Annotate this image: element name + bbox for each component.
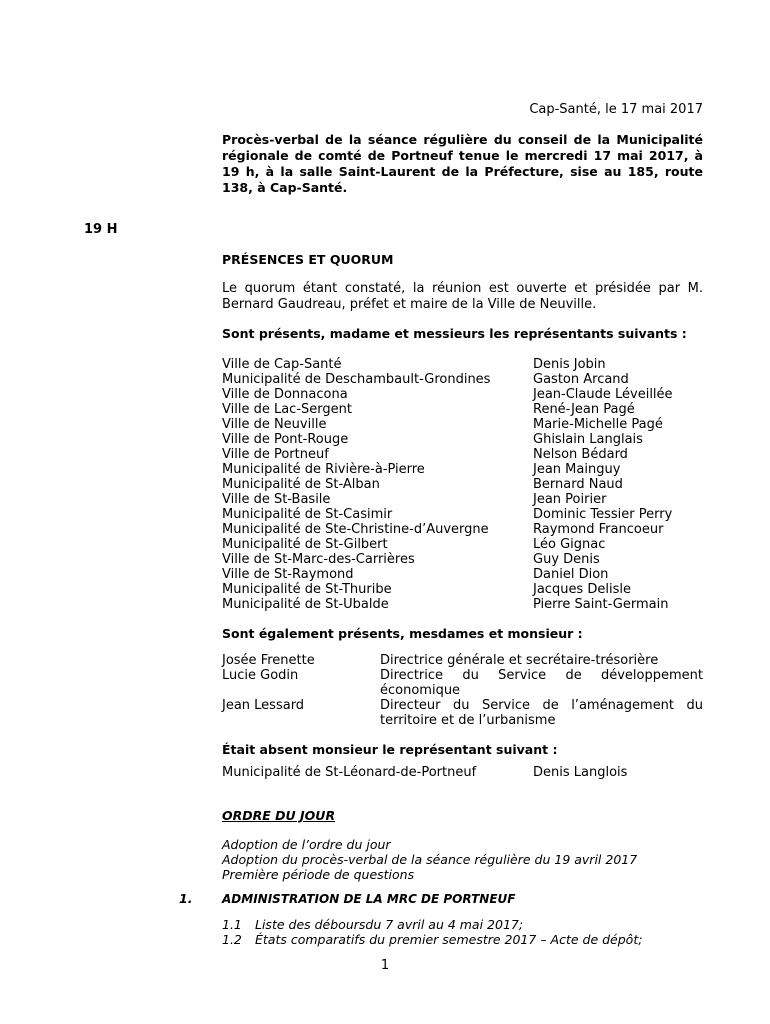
representative-name: Jean-Claude Léveillée (533, 387, 673, 402)
representative-name: Jean Poirier (533, 492, 607, 507)
staff-name: Lucie Godin (222, 668, 299, 683)
time-marker: 19 H (84, 222, 118, 237)
section-number: 1. (179, 891, 193, 906)
absent-row (222, 765, 703, 780)
staff-role: Directeur du Service de l’aménagement du territoire et de l’urbanisme (380, 698, 703, 728)
staff-row (222, 668, 703, 698)
representative-row (222, 552, 703, 567)
section-items (222, 917, 642, 947)
representative-name: René-Jean Pagé (533, 402, 635, 417)
representative-place: Ville de Pont-Rouge (222, 432, 349, 447)
staff-name: Jean Lessard (222, 698, 305, 713)
representative-name: Dominic Tessier Perry (533, 507, 673, 522)
representative-row (222, 447, 703, 462)
minutes-title: Procès-verbal de la séance régulière du conseil de la Municipalité régionale de comté de Portneuf tenue le mercredi 17 mai 2017, à 19 h, à la salle Saint-Laurent de la Préfecture, sise au 185, route 138, à Cap-Santé. (222, 132, 703, 195)
representative-row (222, 492, 703, 507)
representative-name: Marie-Michelle Pagé (533, 417, 663, 432)
representative-row (222, 417, 703, 432)
representative-row (222, 567, 703, 582)
representative-place: Municipalité de St-Thuribe (222, 582, 392, 597)
representatives-list (222, 357, 703, 612)
agenda-item: Première période de questions (222, 867, 415, 882)
representative-place: Municipalité de St-Alban (222, 477, 380, 492)
representative-row (222, 477, 703, 492)
staff-role: Directrice générale et secrétaire-trésorière (380, 653, 659, 668)
representative-place: Municipalité de Rivière-à-Pierre (222, 462, 425, 477)
section-title: ADMINISTRATION DE LA MRC DE PORTNEUF (222, 892, 516, 906)
staff-row (222, 698, 703, 728)
representative-row (222, 522, 703, 537)
absent-heading: Était absent monsieur le représentant suivant : (222, 742, 558, 757)
representative-row (222, 387, 703, 402)
representative-row (222, 582, 703, 597)
representative-place: Ville de St-Basile (222, 492, 331, 507)
representative-place: Ville de St-Marc-des-Carrières (222, 552, 415, 567)
section-item-text: États comparatifs du premier semestre 2017 – Acte de dépôt; (255, 932, 643, 947)
representative-row (222, 597, 703, 612)
representative-row (222, 462, 703, 477)
representative-name: Daniel Dion (533, 567, 609, 582)
representative-name: Guy Denis (533, 552, 600, 567)
representative-name: Gaston Arcand (533, 372, 629, 387)
representative-place: Ville de Donnacona (222, 387, 348, 402)
quorum-paragraph: Le quorum étant constaté, la réunion est ouverte et présidée par M. Bernard Gaudreau, préfet et maire de la Ville de Neuville. (222, 281, 703, 312)
section-item (222, 917, 642, 932)
representative-name: Pierre Saint-Germain (533, 597, 669, 612)
representative-place: Municipalité de St-Casimir (222, 507, 393, 522)
staff-heading: Sont également présents, mesdames et monsieur : (222, 626, 583, 641)
representative-place: Ville de Cap-Santé (222, 357, 342, 372)
representative-row (222, 537, 703, 552)
date-line: Cap-Santé, le 17 mai 2017 (529, 102, 703, 117)
representative-place: Ville de Neuville (222, 417, 327, 432)
section-item (222, 932, 642, 947)
representative-place: Ville de Lac-Sergent (222, 402, 352, 417)
section-item-number: 1.1 (222, 917, 242, 932)
representative-name: Léo Gignac (533, 537, 606, 552)
representative-name: Ghislain Langlais (533, 432, 643, 447)
representative-name: Nelson Bédard (533, 447, 628, 462)
representative-row (222, 357, 703, 372)
representative-row (222, 372, 703, 387)
representative-name: Bernard Naud (533, 477, 623, 492)
presence-heading: PRÉSENCES ET QUORUM (222, 252, 394, 267)
representative-name: Denis Jobin (533, 357, 606, 372)
representative-place: Ville de St-Raymond (222, 567, 354, 582)
representative-place: Municipalité de Ste-Christine-d’Auvergne (222, 522, 489, 537)
representative-name: Raymond Francoeur (533, 522, 664, 537)
representative-row (222, 402, 703, 417)
representative-place: Municipalité de St-Ubalde (222, 597, 389, 612)
representative-name: Jacques Delisle (533, 582, 631, 597)
representative-place: Ville de Portneuf (222, 447, 329, 462)
representative-name: Jean Mainguy (533, 462, 621, 477)
representative-row (222, 432, 703, 447)
representative-place: Municipalité de St-Gilbert (222, 537, 388, 552)
absent-place: Municipalité de St-Léonard-de-Portneuf (222, 765, 477, 780)
representatives-heading: Sont présents, madame et messieurs les représentants suivants : (222, 326, 687, 341)
agenda-heading: ORDRE DU JOUR (222, 808, 336, 823)
agenda-items (222, 837, 637, 882)
representative-row (222, 507, 703, 522)
absent-name: Denis Langlois (533, 765, 628, 780)
staff-name: Josée Frenette (222, 653, 315, 668)
staff-row (222, 653, 703, 668)
agenda-item: Adoption du procès-verbal de la séance régulière du 19 avril 2017 (222, 852, 638, 867)
representative-place: Municipalité de Deschambault-Grondines (222, 372, 491, 387)
section-item-text: Liste des déboursdu 7 avril au 4 mai 2017; (255, 917, 524, 932)
page-number: 1 (380, 958, 390, 973)
section-item-number: 1.2 (222, 932, 242, 947)
staff-list (222, 653, 703, 728)
agenda-item: Adoption de l’ordre du jour (222, 837, 391, 852)
staff-role: Directrice du Service de développement économique (380, 668, 703, 698)
